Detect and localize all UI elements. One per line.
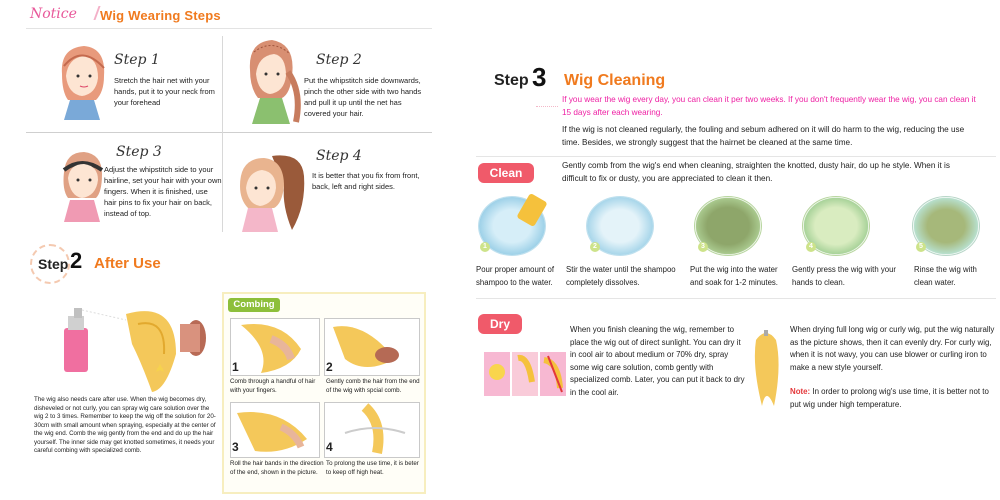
clean-step-text-3: Put the wig into the water and soak for 1-2 minutes. [690,265,778,287]
step-1-text: Stretch the hair net with your hands, put it to your neck from your forehead [114,76,215,107]
after-use-step-word: Step [38,256,69,272]
head-illustration-2 [240,36,302,124]
combing-image-1 [230,318,320,376]
combing-label: Combing [228,298,280,312]
step-4-text: It is better that you fix from front, back, left and right sides. [312,171,420,191]
combing-num-1: 1 [232,360,239,374]
dry-wig-illustration [748,326,784,408]
slash-divider [83,6,100,20]
combing-num-4: 4 [326,440,333,454]
combing-text-2: Gently comb the hair from the end of the wig with spcial comb. [326,378,420,394]
combing-text-3: Roll the hair bands in the direction of the end, shown in the picture. [230,460,324,476]
clean-num-4: 4 [806,242,816,252]
dry-text-left: When you finish cleaning the wig, remember to place the wig out of direct sunlight. You can dry it in cool air to about medium or 70% dry, spray some wig care solution, comb gently with specialized comb. Later, you can put it back to dry in the cool air. [570,325,745,397]
dry-top-rule [476,298,996,299]
combing-image-2 [324,318,420,376]
combing-text-1: Comb through a handful of hair with your fingers. [230,378,316,394]
head-illustration-3 [52,142,112,222]
combing-num-3: 3 [232,440,239,454]
after-use-text: The wig also needs care after use. When the wig becomes dry, disheveled or not curly, you can spray wig care solution over the wig 2 to 3 times. Remember to keep the wig off the solution for 20-30cm with small amount when spraying, especially at the center of the wig end. Comb the wig gently from the end and do up the hair yourself. The inner side may get knotted sometimes, it needs your careful combing with specialized comb. [34,396,216,454]
step-2-label: Step 2 [316,52,362,68]
dry-label: Dry [478,314,522,334]
clean-num-2: 2 [590,242,600,252]
step-2-text: Put the whipstitch side downwards, pinch the other side with two hands and pull it up until the net has covered your hair. [304,76,422,118]
header-title: Wig Wearing Steps [100,8,221,23]
clean-step-text-4: Gently press the wig with your hands to clean. [792,265,897,287]
cleaning-title: Wig Cleaning [564,72,666,89]
spray-hair-illustration [56,294,216,394]
dry-note-text: In order to prolong wig's use time, it is better not to put wig under high temperature. [790,387,989,409]
after-use-title: After Use [94,255,161,272]
row-divider-1 [26,132,432,133]
dry-sun-illustration [484,352,566,396]
head-illustration-1 [52,40,112,120]
notice-label: Notice [30,6,77,22]
cleaning-step-num: 3 [532,62,547,92]
step-1-label: Step 1 [114,52,160,68]
head-illustration-4 [232,146,308,232]
clean-step-text-2: Stir the water until the shampoo completely dissolves. [566,265,676,287]
clean-top-rule [476,156,996,157]
clean-num-3: 3 [698,242,708,252]
dry-note-label: Note: [790,387,811,396]
col-divider [222,36,223,232]
step-3-label: Step 3 [116,144,162,160]
after-use-step-num: 2 [70,248,83,273]
clean-label: Clean [478,163,534,183]
dry-text-right: When drying full long wig or curly wig, put the wig naturally as the picture shows, then it can evenly dry. For curly wig, when it is not wavy, you can use blower or curling iron to make a new style yourself. [790,325,995,372]
cleaning-intro-pink: If you wear the wig every day, you can clean it per two weeks. If you don't frequently wear the wig, you can clean it 15 days after each wearing. [562,95,976,117]
step-4-label: Step 4 [316,148,362,164]
combing-text-4: To prolong the use time, it is beter to keep off high heat. [326,460,419,476]
step-3-text: Adjust the whipstitch side to your hairline, set your hair with your own fingers. When it is finished, use hair pins to fix your hair on back, instead of top. [104,165,222,218]
combing-image-4 [324,402,420,458]
clean-step-text-5: Rinse the wig with clean water. [914,265,977,287]
combing-image-3 [230,402,320,458]
clean-num-5: 5 [916,242,926,252]
combing-num-2: 2 [326,360,333,374]
clean-text: Gently comb from the wig's end when cleaning, straighten the knotted, dusty hair, do up he style. When it is difficult to fix or dusty, you are appreciated to clean it then. [562,161,950,183]
cleaning-intro-black: If the wig is not cleaned regularly, the fouling and sebum adhered on it will do harm to the wig, reducing the use time. Besides, we strongly suggest that the hairnet be cleaned at the same time. [562,125,965,147]
cleaning-deco [536,96,558,107]
clean-step-text-1: Pour proper amount of shampoo to the water. [476,265,555,287]
header-rule [26,28,432,29]
cleaning-step-word: Step [494,72,529,89]
clean-num-1: 1 [480,242,490,252]
dry-note [790,386,996,411]
